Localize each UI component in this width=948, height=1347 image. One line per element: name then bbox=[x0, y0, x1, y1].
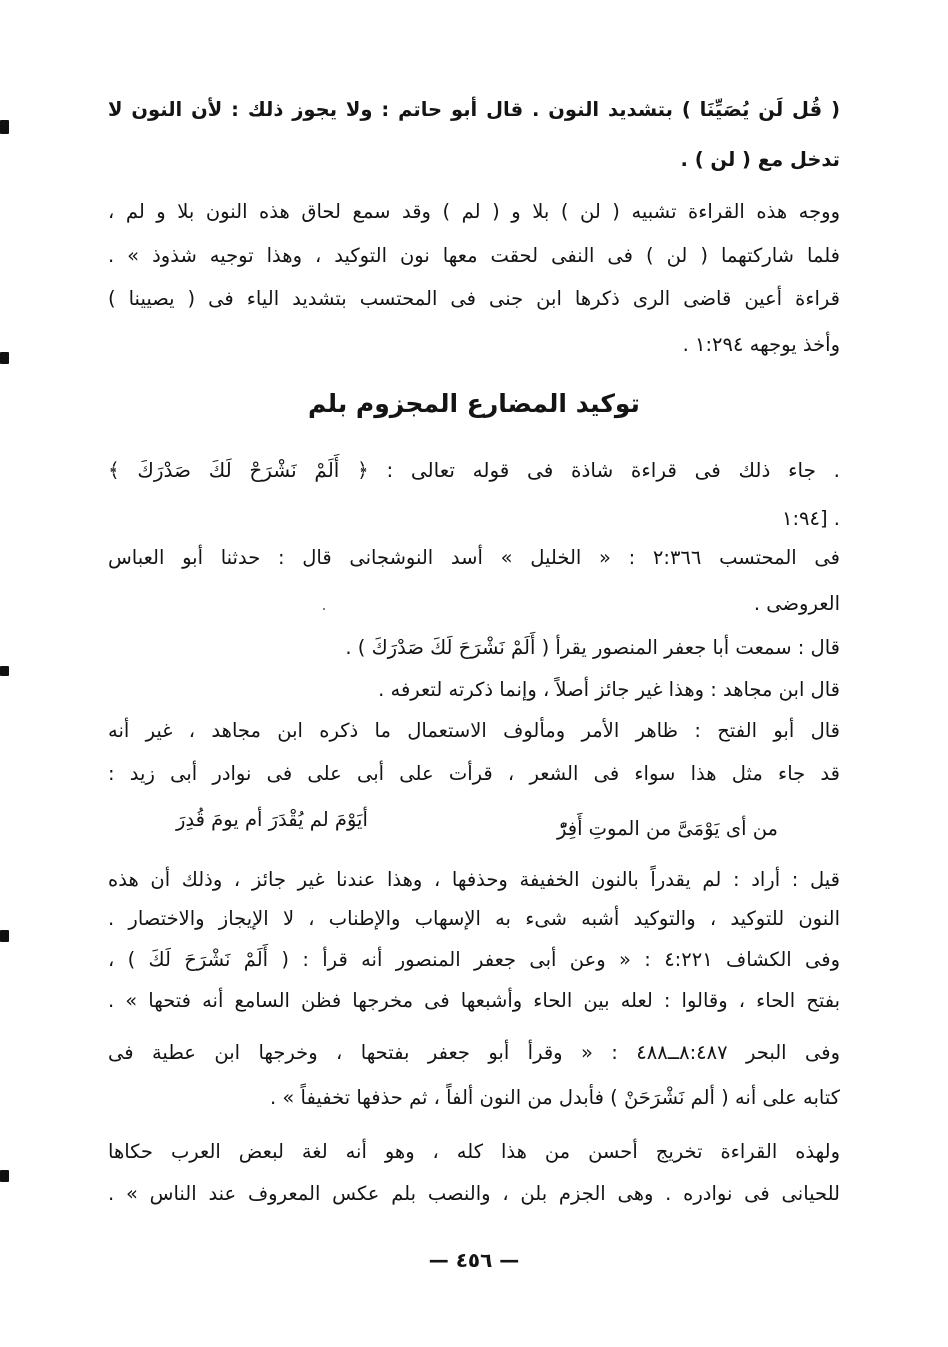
verse-second-hemistich: أيَوْمَ لم يُقْدَرَ أم يومَ قُدِرَ bbox=[176, 808, 368, 831]
text-line-20: كتابه على أنه ( ألم نَشْرَحَنْ ) فأبدل من النون ألفاً ، ثم حذفها تخفيفاً » . bbox=[270, 1086, 840, 1109]
text-line-10: العروضى . bbox=[753, 592, 840, 615]
text-line-9: فى المحتسب ٢:٣٦٦ : « الخليل » أسد النوشجانى قال : حدثنا أبو العباس bbox=[108, 546, 840, 569]
text-line-2: تدخل مع ( لن ) . bbox=[680, 148, 840, 171]
text-line-12: قال ابن مجاهد : وهذا غير جائز أصلاً ، وإنما ذكرته لتعرفه . bbox=[378, 678, 840, 701]
text-line-5: قراءة أعين قاضى الرى ذكرها ابن جنى فى المحتسب بتشديد الياء فى ( يصيينا ) bbox=[108, 287, 840, 310]
text-line-19: وفى البحر ٨:٤٨٧ــ٤٨٨ : « وقرأ أبو جعفر بفتحها ، وخرجها ابن عطية فى bbox=[108, 1041, 840, 1064]
page-number: — ٤٥٦ — bbox=[428, 1248, 520, 1272]
scan-mark bbox=[0, 666, 9, 676]
text-line-7: . جاء ذلك فى قراءة شاذة فى قوله تعالى : ﴿ أَلَمْ نَشْرَحْ لَكَ صَدْرَكَ ﴾ bbox=[108, 458, 840, 482]
text-line-13: قال أبو الفتح : ظاهر الأمر ومألوف الاستعمال ما ذكره ابن مجاهد ، غير أنه bbox=[108, 719, 840, 742]
text-line-18: بفتح الحاء ، وقالوا : لعله بين الحاء وأشبعها فى مخرجها فظن السامع أنه فتحها » . bbox=[108, 989, 840, 1012]
scan-mark bbox=[0, 352, 9, 364]
text-line-1: ( قُل لَن يُصَيِّنَا ) بتشديد النون . قال أبو حاتم : ولا يجوز ذلك : لأن النون لا bbox=[108, 98, 840, 121]
text-line-16: النون للتوكيد ، والتوكيد أشبه شىء به الإسهاب والإطناب ، لا الإيجاز والاختصار . bbox=[108, 907, 840, 930]
text-line-6: وأخذ يوجهه ١:٢٩٤ . bbox=[682, 333, 840, 356]
scan-mark bbox=[0, 930, 9, 942]
text-line-14: قد جاء مثل هذا سواء فى الشعر ، قرأت على أبى على فى نوادر أبى زيد : bbox=[108, 762, 840, 785]
verse-first-hemistich: من أى يَوْمَىَّ من الموتِ أَفِرّْ bbox=[556, 817, 778, 840]
text-line-15: قيل : أراد : لم يقدراً بالنون الخفيفة وحذفها ، وهذا عندنا غير جائز ، وذلك أن هذه bbox=[108, 868, 840, 891]
scan-mark bbox=[0, 1170, 9, 1182]
section-heading: توكيد المضارع المجزوم بلم bbox=[308, 389, 640, 418]
text-line-22: للحيانى فى نوادره . وهى الجزم بلن ، والنصب بلم عكس المعروف عند الناس » . bbox=[108, 1182, 840, 1205]
speck bbox=[323, 608, 325, 610]
text-line-3: ووجه هذه القراءة تشبيه ( لن ) بلا و ( لم ) وقد سمع لحاق هذه النون بلا و لم ، bbox=[108, 200, 840, 223]
text-line-17: وفى الكشاف ٤:٢٢١ : « وعن أبى جعفر المنصور أنه قرأ : ( أَلَمْ نَشْرَحَ لَكَ ) ، bbox=[108, 948, 841, 971]
text-line-11: قال : سمعت أبا جعفر المنصور يقرأ ( أَلَمْ نَشْرَحَ لَكَ صَدْرَكَ ) . bbox=[345, 636, 840, 659]
text-line-8: . [١:٩٤ bbox=[781, 507, 840, 530]
text-line-21: ولهذه القراءة تخريج أحسن من هذا كله ، وهو أنه لغة لبعض العرب حكاها bbox=[108, 1140, 840, 1163]
text-line-4: فلما شاركتهما ( لن ) فى النفى لحقت معها نون التوكيد ، وهذا توجيه شذوذ » . bbox=[108, 244, 840, 267]
scan-mark bbox=[0, 120, 9, 134]
